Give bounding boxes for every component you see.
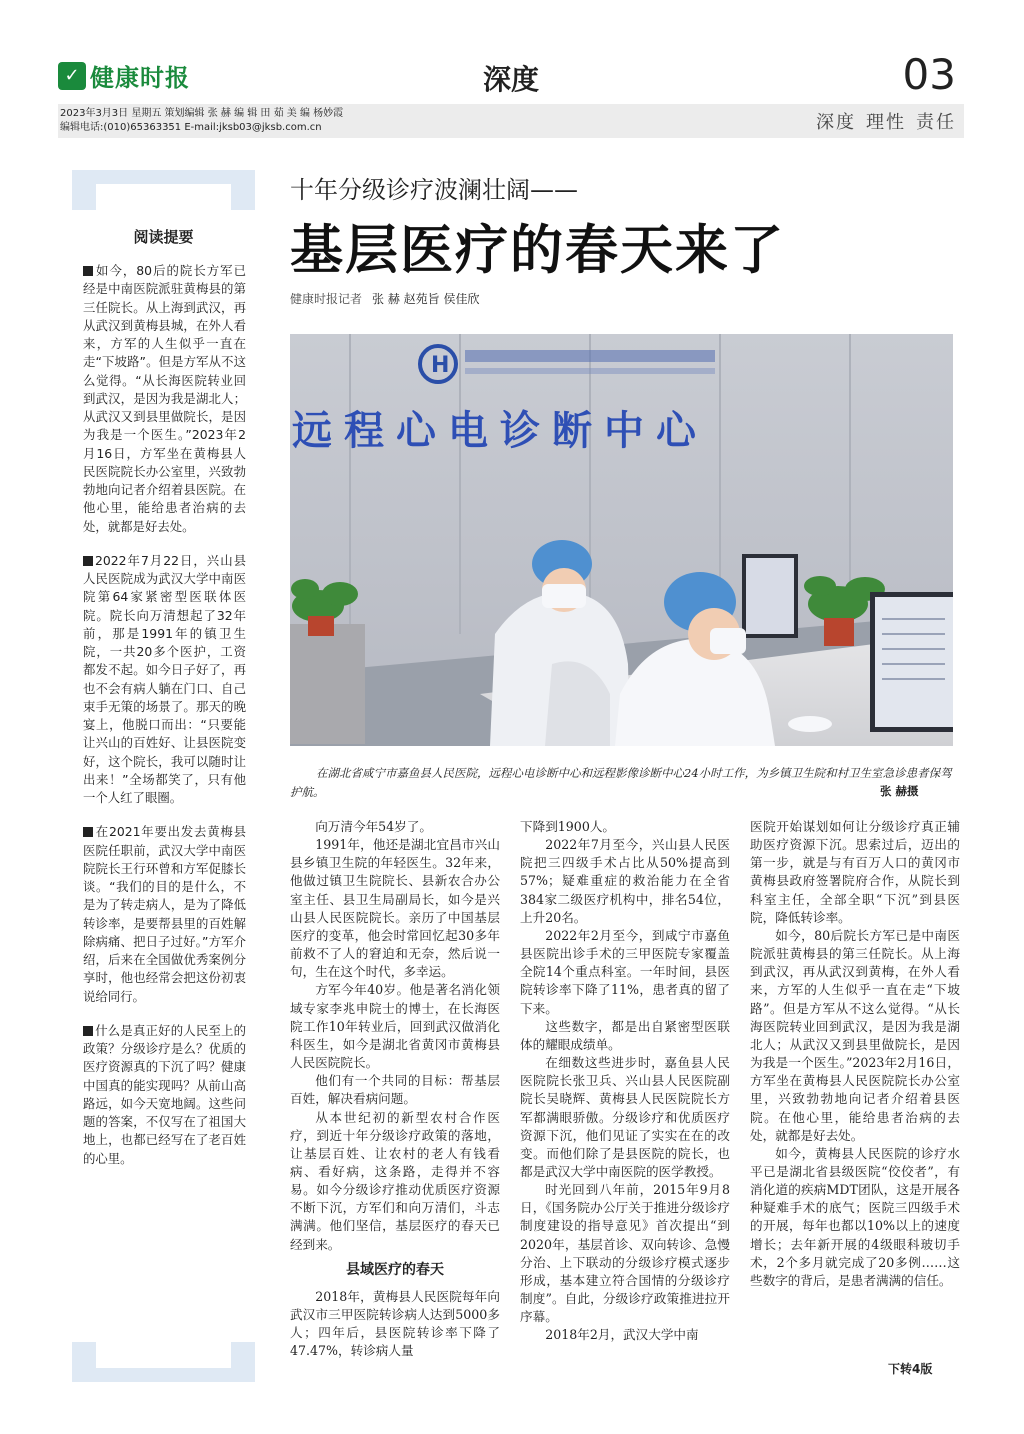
sidebar-frame-bottom — [72, 1342, 255, 1382]
sidebar-heading: 阅读提要 — [133, 228, 194, 246]
article-headline: 基层医疗的春天来了 — [290, 219, 785, 281]
editorial-credits-line-1: 2023年3月3日 星期五 策划编辑 张 赫 编 辑 田 茹 美 编 杨妙霞 — [60, 108, 344, 119]
section-subheading: 县域医疗的春天 — [346, 1261, 444, 1278]
sidebar-frame-top — [72, 170, 255, 210]
slogan-word-1: 深度 — [816, 112, 856, 133]
square-bullet-icon — [83, 266, 93, 276]
reading-summary-sidebar — [72, 170, 255, 1382]
article-photo — [290, 334, 953, 746]
editorial-contact-line: 编辑电话:(010)65363351 E-mail:jksb03@jksb.com.cn — [60, 122, 322, 133]
summary-item — [83, 1022, 246, 1168]
article-column-2 — [520, 818, 730, 1345]
remote-ecg-center-photo — [290, 334, 953, 746]
body-paragraph: 从本世纪初的新型农村合作医疗，到近十年分级诊疗政策的落地，让基层百姓、让农村的老人有钱看病、看好病，这条路，走得并不容易。如今分级诊疗推动优质医疗资源不断下沉，方军们和向万清们，斗志满满。他们坚信，基层医疗的春天已经到来。 — [290, 1109, 500, 1252]
summary-item-text: 2022年7月22日，兴山县人民医院成为武汉大学中南医院第64家紧密型医联体医院。院长向万清想起了32年前，那是1991年的镇卫生院，一共20多个医护，工资都发不起。如今日子好了，再也不会有病人躺在门口、自己束手无策的场景了。那天的晚宴上，他脱口而出：“只要能让兴山的百姓好、让县医院变好，这个院长，我可以随时让出来！”全场都笑了，只有他一个人红了眼圈。 — [83, 552, 246, 805]
body-paragraph: 时光回到八年前，2015年9月8日，《国务院办公厅关于推进分级诊疗制度建设的指导意见》首次提出“到2020年，基层首诊、双向转诊、急慢分治、上下联动的分级诊疗模式逐步形成，基本建立符合国情的分级诊疗制度”。自此，分级诊疗政策推进拉开序幕。 — [520, 1182, 730, 1325]
byline-label: 健康时报记者 — [290, 292, 363, 306]
editorial-credits — [60, 107, 343, 135]
body-paragraph: 2022年2月至今，到咸宁市嘉鱼县医院出诊手术的三甲医院专家覆盖全院14个重点科室。一年时间，县医院转诊率下降了11%，患者真的留了下来。 — [520, 927, 730, 1016]
body-paragraph: 2022年7月至今，兴山县人民医院把三四级手术占比从50%提高到57%；疑难重症的救治能力在全省384家二级医疗机构中，排名54位，上升20名。 — [520, 837, 730, 925]
photo-credit: 张 赫摄 — [880, 784, 919, 798]
byline-names: 张 赫 赵苑旨 侯佳欣 — [372, 292, 480, 306]
square-bullet-icon — [83, 556, 93, 566]
body-paragraph: 如今，80后院长方军已是中南医院派驻黄梅县的第三任院长。从上海到武汉，再从武汉到黄梅，在外人看来，方军的人生似乎一直在走“下坡路”。但是方军从不这么觉得。“从长海医院转业回到武汉，是因为我是湖北人；从武汉又到县里做院长，是因为我是一个医生。”2023年2月16日，方军坐在黄梅县人民医院院长办公室里，兴致勃勃地向记者介绍着县医院。在他心里，能给患者治病的去处，就都是好去处。 — [750, 927, 960, 1143]
body-paragraph: 向万清今年54岁了。 — [315, 819, 432, 834]
body-paragraph: 如今，黄梅县人民医院的诊疗水平已是湖北省县级医院“佼佼者”，有消化道的疾病MDT团队，这是开展各种疑难手术的底气；医院三四级手术的开展，每年也都以10%以上的速度增长；去年新开展的4级眼科玻切手术，2个多月就完成了20多例……这些数字的背后，是患者满满的信任。 — [750, 1145, 960, 1288]
section-slogan — [806, 108, 956, 134]
continued-on-page-note: 下转4版 — [888, 1362, 933, 1376]
summary-item-text: 如今，80后的院长方军已经是中南医院派驻黄梅县的第三任院长。从上海到武汉，再从武汉到黄梅县城，在外人看来，方军的人生似乎一直在走“下坡路”。但是方军从不这么觉得。“从长海医院转业回到武汉，是因为我是湖北人；从武汉又到县里做院长，是因为我是一个医生。”2023年2月16日，方军坐在黄梅县人民医院院长办公室里，兴致勃勃地向记者介绍着县医院。在他心里，能给患者治病的去处，就都是好去处。 — [83, 263, 246, 534]
body-paragraph-continued: 下降到1900人。 — [520, 819, 616, 834]
body-paragraph: 这些数字，都是出自紧密型医联体的耀眼成绩单。 — [520, 1018, 730, 1052]
article-byline — [290, 290, 479, 307]
summary-item-text: 什么是真正好的人民至上的政策？分级诊疗是么？优质的医疗资源真的下沉了吗？健康中国真的能实现吗？从前山高路远，如今天宽地阔。这些问题的答案，不仅写在了祖国大地上，也都已经写在了老百姓的心里。 — [83, 1022, 246, 1166]
slogan-word-2: 理性 — [866, 112, 906, 133]
photo-sign-text: 远程心电诊断中心 — [292, 408, 708, 454]
body-paragraph: 方军今年40岁。他是著名消化领域专家李兆申院士的博士，在长海医院工作10年转业后，回到武汉做消化科医生，如今是湖北省黄冈市黄梅县人民医院院长。 — [290, 982, 500, 1071]
summary-item — [83, 552, 246, 808]
section-title: 深度 — [482, 63, 539, 96]
square-bullet-icon — [83, 1026, 93, 1036]
summary-item — [83, 262, 246, 536]
summary-item-text: 在2021年要出发去黄梅县医院任职前，武汉大学中南医院院长王行环曾和方军促膝长谈。“我们的目的是什么，不是为了转走病人，是为了降低转诊率，是要帮县里的百姓解除病痛、把日子过好。”方军介绍，后来在全国做优秀案例分享时，他也经常会把这份初衷说给同行。 — [83, 824, 246, 1004]
logo-mark-icon: ✓ — [58, 62, 86, 90]
masthead — [58, 50, 964, 102]
body-paragraph-continued: 医院开始谋划如何让分级诊疗真正辅助医疗资源下沉。思索过后，迈出的第一步，就是与有百万人口的黄冈市黄梅县政府签署院府合作，从院长到科室主任，全部全职“下沉”到县医院，降低转诊率。 — [750, 819, 960, 925]
slogan-word-3: 责任 — [916, 112, 956, 133]
page-number: 03 — [902, 50, 956, 99]
photo-logo-letter: H — [431, 353, 450, 378]
body-paragraph: 他们有一个共同的目标：帮基层百姓，解决看病问题。 — [290, 1073, 500, 1107]
hospital-name-plate-icon — [465, 350, 715, 362]
article-column-3 — [750, 818, 960, 1290]
logo-text: 健康时报 — [90, 64, 190, 92]
header-bar — [58, 104, 964, 138]
article-kicker: 十年分级诊疗波澜壮阔—— — [290, 176, 578, 204]
square-bullet-icon — [83, 827, 93, 837]
article-column-1 — [290, 818, 500, 1361]
body-paragraph: 在细数这些进步时，嘉鱼县人民医院院长张卫兵、兴山县人民医院副院长吴晓辉、黄梅县人民医院院长方军都满眼骄傲。分级诊疗和优质医疗资源下沉，他们见证了实实在在的改变。而他们除了是县医院的院长，也都是武汉大学中南医院的医学教授。 — [520, 1055, 730, 1179]
body-paragraph: 1991年，他还是湖北宜昌市兴山县乡镇卫生院的年轻医生。32年来，他做过镇卫生院院长、县新农合办公室主任、县卫生局副局长，如今是兴山县人民医院院长。亲历了中国基层医疗的变革，他会时常回忆起30多年前救不了人的窘迫和无奈，然后说一句，生在这个时代，多幸运。 — [290, 837, 500, 980]
summary-item — [83, 823, 246, 1006]
body-paragraph: 2018年，黄梅县人民医院每年向武汉市三甲医院转诊病人达到5000多人；四年后，县医院转诊率下降了47.47%，转诊病人量 — [290, 1288, 500, 1359]
photo-caption: 在湖北省咸宁市嘉鱼县人民医院，远程心电诊断中心和远程影像诊断中心24小时工作，为乡镇卫生院和村卫生室急诊患者保驾护航。 — [290, 766, 952, 799]
body-paragraph: 2018年2月，武汉大学中南 — [545, 1327, 699, 1343]
